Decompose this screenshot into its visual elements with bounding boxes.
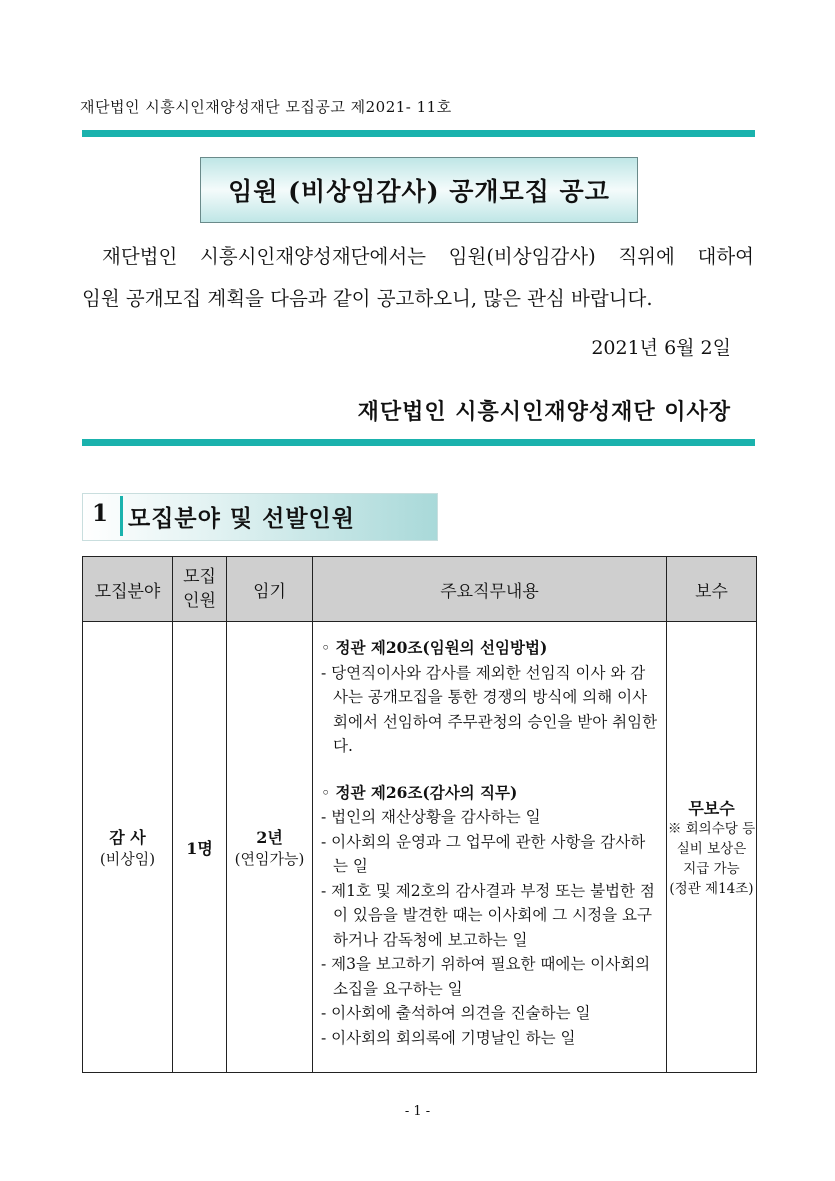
header-term: 임기 bbox=[227, 557, 313, 622]
term-years: 2년 bbox=[256, 828, 283, 847]
duty-block-2-title: ◦ 정관 제26조(감사의 직무) bbox=[321, 782, 518, 802]
duty-item: - 이사회의 운영과 그 업무에 관한 사항을 감사하는 일 bbox=[321, 832, 646, 875]
top-divider bbox=[82, 130, 755, 137]
header-count-line2: 인원 bbox=[183, 591, 216, 611]
term-note: (연임가능) bbox=[234, 850, 305, 868]
announcement-date: 2021년 6월 2일 bbox=[591, 337, 731, 359]
pay-note-4: (정관 제14조) bbox=[669, 880, 754, 897]
intro-line-2: 임원 공개모집 계획을 다음과 같이 공고하오니, 많은 관심 바랍니다. bbox=[82, 287, 653, 310]
header-pay: 보수 bbox=[667, 557, 757, 622]
duty-item: - 제1호 및 제2호의 감사결과 부정 또는 불법한 점이 있음을 발견한 때는 이사회에 그 시정을 요구하거나 감독청에 보고하는 일 bbox=[321, 881, 655, 949]
duty-item: - 이사회에 출석하여 의견을 진술하는 일 bbox=[321, 1004, 591, 1022]
header-field: 모집분야 bbox=[83, 557, 173, 622]
duty-item: - 이사회의 회의록에 기명날인 하는 일 bbox=[321, 1028, 576, 1047]
cell-field bbox=[83, 622, 173, 1073]
page-title: 임원 (비상임감사) 공개모집 공고 bbox=[200, 157, 638, 223]
duty-block-1-title: ◦ 정관 제20조(임원의 선임방법) bbox=[321, 638, 548, 657]
cell-pay bbox=[667, 622, 757, 1073]
signer: 재단법인 시흥시인재양성재단 이사장 bbox=[357, 399, 731, 425]
pay-note-3: 지급 가능 bbox=[683, 860, 740, 877]
cell-term bbox=[227, 622, 313, 1073]
section-separator bbox=[120, 496, 123, 536]
duty-item: - 법인의 재산상황을 감사하는 일 bbox=[321, 808, 541, 826]
bottom-divider bbox=[82, 439, 755, 446]
recruitment-table bbox=[82, 556, 757, 1073]
section-title: 모집분야 및 선발인원 bbox=[128, 505, 355, 532]
duty-item: - 제3을 보고하기 위하여 필요한 때에는 이사회의 소집을 요구하는 일 bbox=[321, 955, 651, 998]
intro-line-1: 재단법인 시흥시인재양성재단에서는 임원(비상임감사) 직위에 대하여 bbox=[102, 245, 754, 268]
section-number: 1 bbox=[92, 500, 109, 527]
page-number: - 1 - bbox=[404, 1104, 431, 1119]
pay-main: 무보수 bbox=[688, 798, 735, 818]
pay-note-2: 실비 보상은 bbox=[676, 840, 747, 857]
table-header-row bbox=[83, 557, 757, 622]
field-type: (비상임) bbox=[99, 850, 156, 868]
header-duties: 주요직무내용 bbox=[313, 557, 667, 622]
document-number: 재단법인 시흥시인재양성재단 모집공고 제2021- 11호 bbox=[80, 98, 452, 116]
cell-duties bbox=[313, 622, 667, 1073]
pay-note-1: ※ 회의수당 등 bbox=[667, 820, 756, 837]
header-count bbox=[173, 557, 227, 622]
field-name: 감 사 bbox=[109, 828, 146, 847]
cell-count: 1명 bbox=[173, 622, 227, 1073]
intro-paragraph bbox=[82, 236, 754, 320]
header-count-line1: 모집 bbox=[183, 567, 216, 587]
table-row bbox=[83, 622, 757, 1073]
duty-block-1-item: - 당연직이사와 감사를 제외한 선임직 이사 와 감사는 공개모집을 통한 경쟁의 방식에 의해 이사회에서 선임하여 주무관청의 승인을 받아 취임한다. bbox=[321, 663, 658, 755]
